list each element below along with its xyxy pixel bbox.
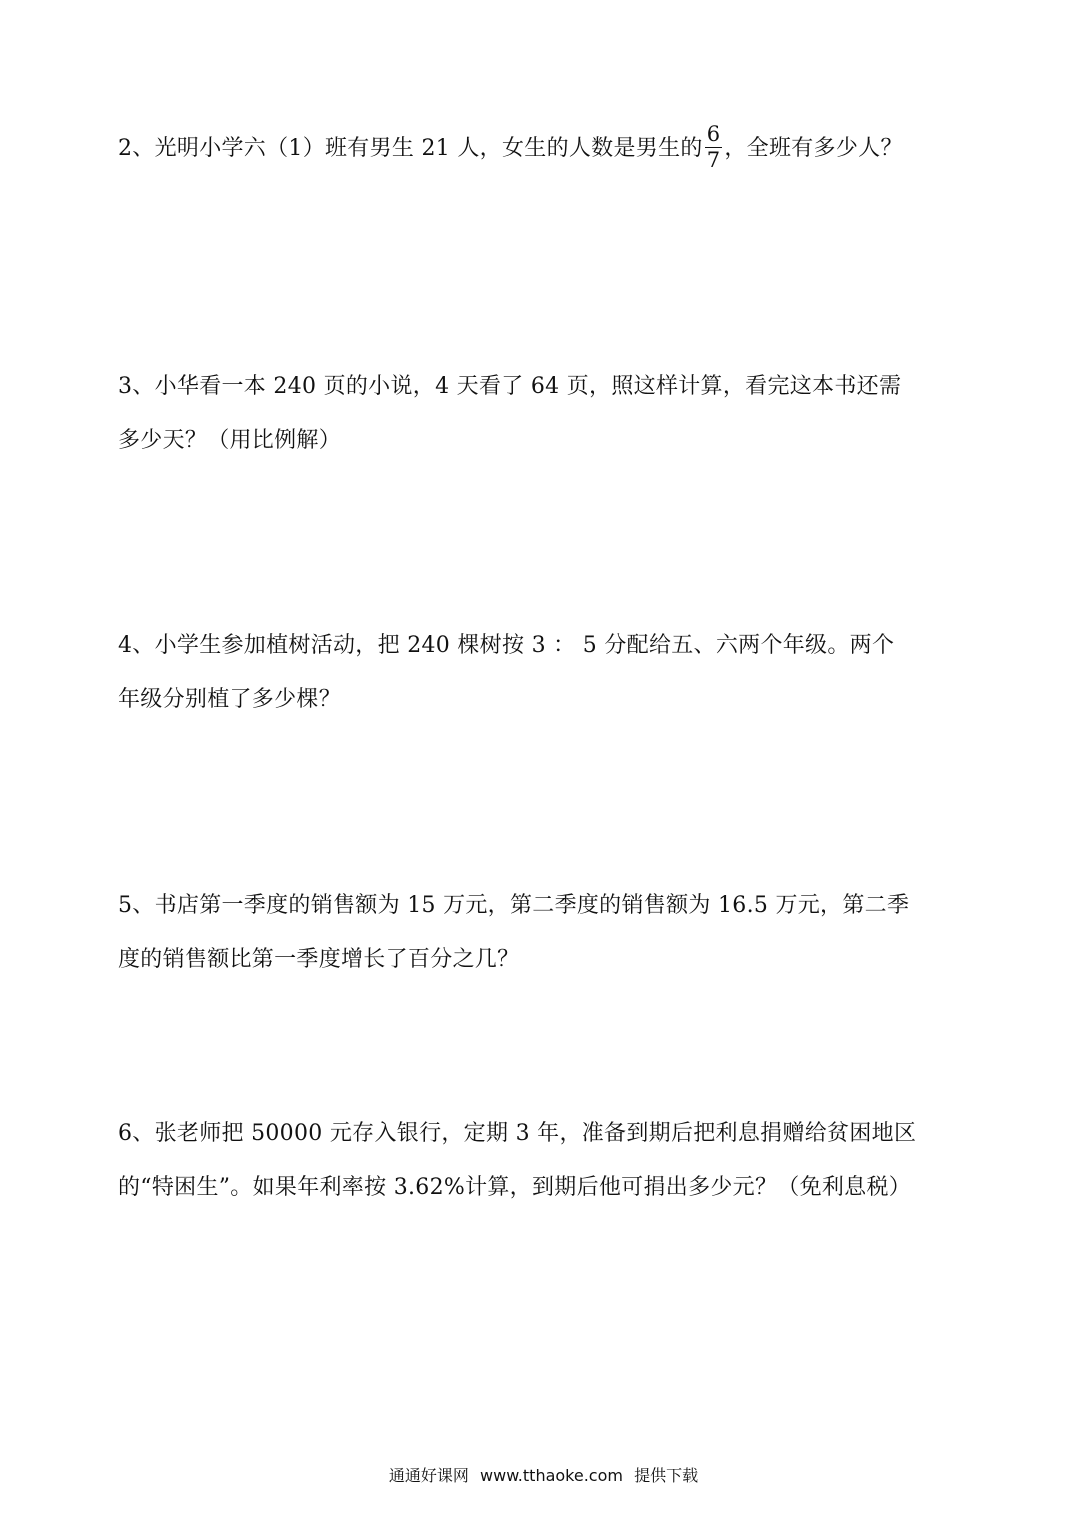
question-6-line-2: 的“特困生”。如果年利率按 3.62%计算，到期后他可捐出多少元？（免利息税） bbox=[118, 1175, 912, 1200]
fraction-numerator: 6 bbox=[706, 121, 721, 146]
question-5 bbox=[118, 879, 978, 987]
question-5-line-1: 5、书店第一季度的销售额为 15 万元，第二季度的销售额为 16.5 万元，第二季 bbox=[118, 893, 910, 918]
fraction-denominator: 7 bbox=[706, 147, 721, 172]
footer-url[interactable]: www.tthaoke.com bbox=[480, 1466, 623, 1485]
question-4-line-2: 年级分别植了多少棵？ bbox=[118, 687, 342, 712]
question-3 bbox=[118, 360, 978, 468]
question-3-line-1: 3、小华看一本 240 页的小说，4 天看了 64 页，照这样计算，看完这本书还需 bbox=[118, 374, 902, 399]
question-2 bbox=[118, 122, 978, 176]
question-4-line-1: 4、小学生参加植树活动，把 240 棵树按 3 ： 5 分配给五、六两个年级。两个 bbox=[118, 633, 895, 658]
question-6 bbox=[118, 1107, 978, 1215]
question-2-text-before: 2、光明小学六（1）班有男生 21 人，女生的人数是男生的 bbox=[118, 136, 703, 161]
question-2-text-after: ，全班有多少人？ bbox=[724, 136, 903, 161]
footer-site-name: 通通好课网 bbox=[388, 1466, 469, 1485]
page-footer bbox=[0, 1463, 1087, 1486]
fraction-six-sevenths bbox=[705, 121, 723, 172]
question-3-line-2: 多少天？（用比例解） bbox=[118, 428, 342, 453]
question-5-line-2: 度的销售额比第一季度增长了百分之几？ bbox=[118, 947, 520, 972]
question-4 bbox=[118, 619, 978, 727]
question-6-line-1: 6、张老师把 50000 元存入银行，定期 3 年，准备到期后把利息捐赠给贫困地区 bbox=[118, 1121, 917, 1146]
footer-suffix: 提供下载 bbox=[634, 1466, 699, 1485]
